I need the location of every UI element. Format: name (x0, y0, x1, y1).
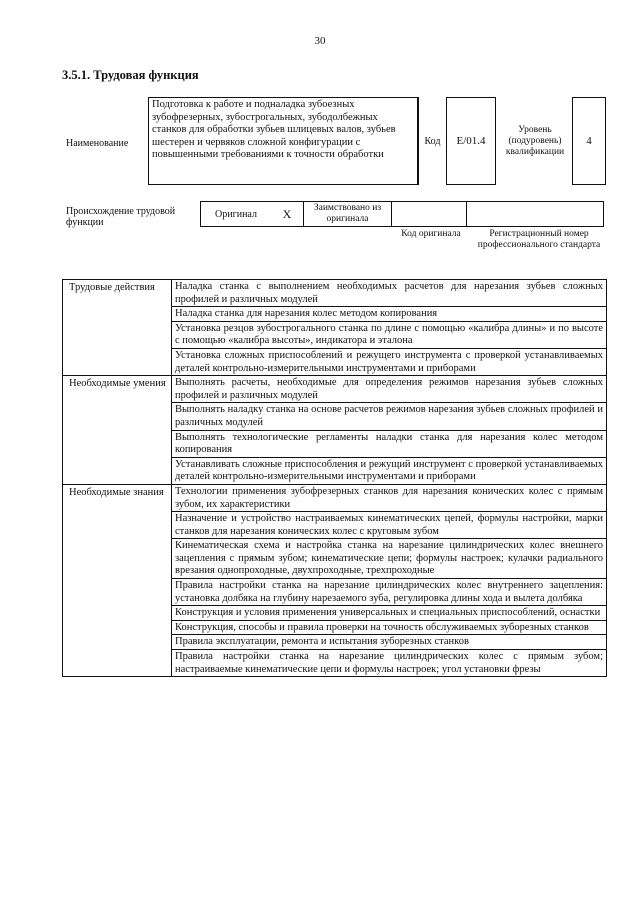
list-item: Правила эксплуатации, ремонта и испытания зуборезных станков (172, 635, 607, 650)
function-table (62, 279, 607, 677)
list-item: Технологии применения зубофрезерных станков для нарезания конических колес с прямым зубом, их характеристики (172, 484, 607, 511)
list-item: Установка сложных приспособлений и режущего инструмента с проверкой устанавливаемых деталей контрольно-измерительными инструментами и приборами (172, 348, 607, 375)
table-row (63, 376, 607, 403)
list-item: Правила настройки станка на нарезание цилиндрических колес внутреннего зацепления: установка долбяка на глубину нарезаемого зуба, регулировка длины хода и вылета долбяка (172, 579, 607, 606)
code-caption: Код оригинала (401, 229, 461, 239)
reg-caption: Регистрационный номер профессионального стандарта (477, 229, 601, 250)
code-value: E/01.4 (446, 97, 496, 185)
original-code-cell (391, 201, 467, 227)
list-item: Выполнять наладку станка на основе расчетов режимов нарезания зубьев сложных профилей и различных модулей (172, 403, 607, 430)
level-value: 4 (572, 97, 606, 185)
function-name-box: Подготовка к работе и подналадка зубоезных зубофрезерных, зубострогальных, зубодолбежных станков для обработки зубьев шлицевых валов, зубьев шестерен и червяков сложной конфигурации с повышенными требованиями к точности обработки (148, 97, 418, 185)
list-item: Правила настройки станка на нарезание цилиндрических колес с прямым зубом; настраиваемые кинематические цепи и формулы настроек; угол установки фрезы (172, 650, 607, 677)
code-label: Код (418, 97, 446, 185)
list-item: Наладка станка для нарезания колес методом копирования (172, 307, 607, 322)
table-row (63, 280, 607, 307)
table-row (63, 484, 607, 511)
list-item: Выполнять технологические регламенты наладки станка для нарезания колес методом копирования (172, 430, 607, 457)
list-item: Кинематическая схема и настройка станка на нарезание цилиндрических колес внешнего зацепления с прямым зубом; кинематические цепи; формулы настроек; кулачки радиального врезания однопроходные, двухпроходные, трехпроходные (172, 539, 607, 579)
category-cell: Необходимые знания (63, 484, 172, 676)
page-number: 30 (314, 35, 326, 47)
original-mark: X (282, 206, 292, 221)
list-item: Конструкция и условия применения универсальных и специальных приспособлений, оснастки (172, 606, 607, 621)
name-label: Наименование (66, 138, 129, 149)
list-item: Конструкция, способы и правила проверки на точность обслуживаемых зуборезных станков (172, 620, 607, 635)
level-label: Уровень (подуровень) квалификации (505, 124, 565, 157)
list-item: Установка резцов зубострогального станка по длине с помощью «калибра длины» и по высоте с помощью «калибра высоты», индикатора и эталона (172, 321, 607, 348)
category-cell: Трудовые действия (63, 280, 172, 376)
list-item: Выполнять расчеты, необходимые для определения режимов нарезания зубьев сложных профилей и различных модулей (172, 376, 607, 403)
original-label: Оригинал (215, 208, 257, 220)
section-title: 3.5.1. Трудовая функция (62, 68, 199, 82)
list-item: Наладка станка с выполнением необходимых расчетов для нарезания зубьев сложных профилей и различных модулей (172, 280, 607, 307)
list-item: Устанавливать сложные приспособления и режущий инструмент с проверкой устанавливаемых деталей контрольно-измерительными инструментами и приборами (172, 457, 607, 484)
list-item: Назначение и устройство настраиваемых кинематических цепей, формулы настройки, марки станков для нарезания конических колес с круговым зубом (172, 512, 607, 539)
borrowed-label: Заимствовано из оригинала (303, 201, 391, 227)
origin-label: Происхождение трудовой функции (66, 206, 176, 228)
category-cell: Необходимые умения (63, 376, 172, 485)
